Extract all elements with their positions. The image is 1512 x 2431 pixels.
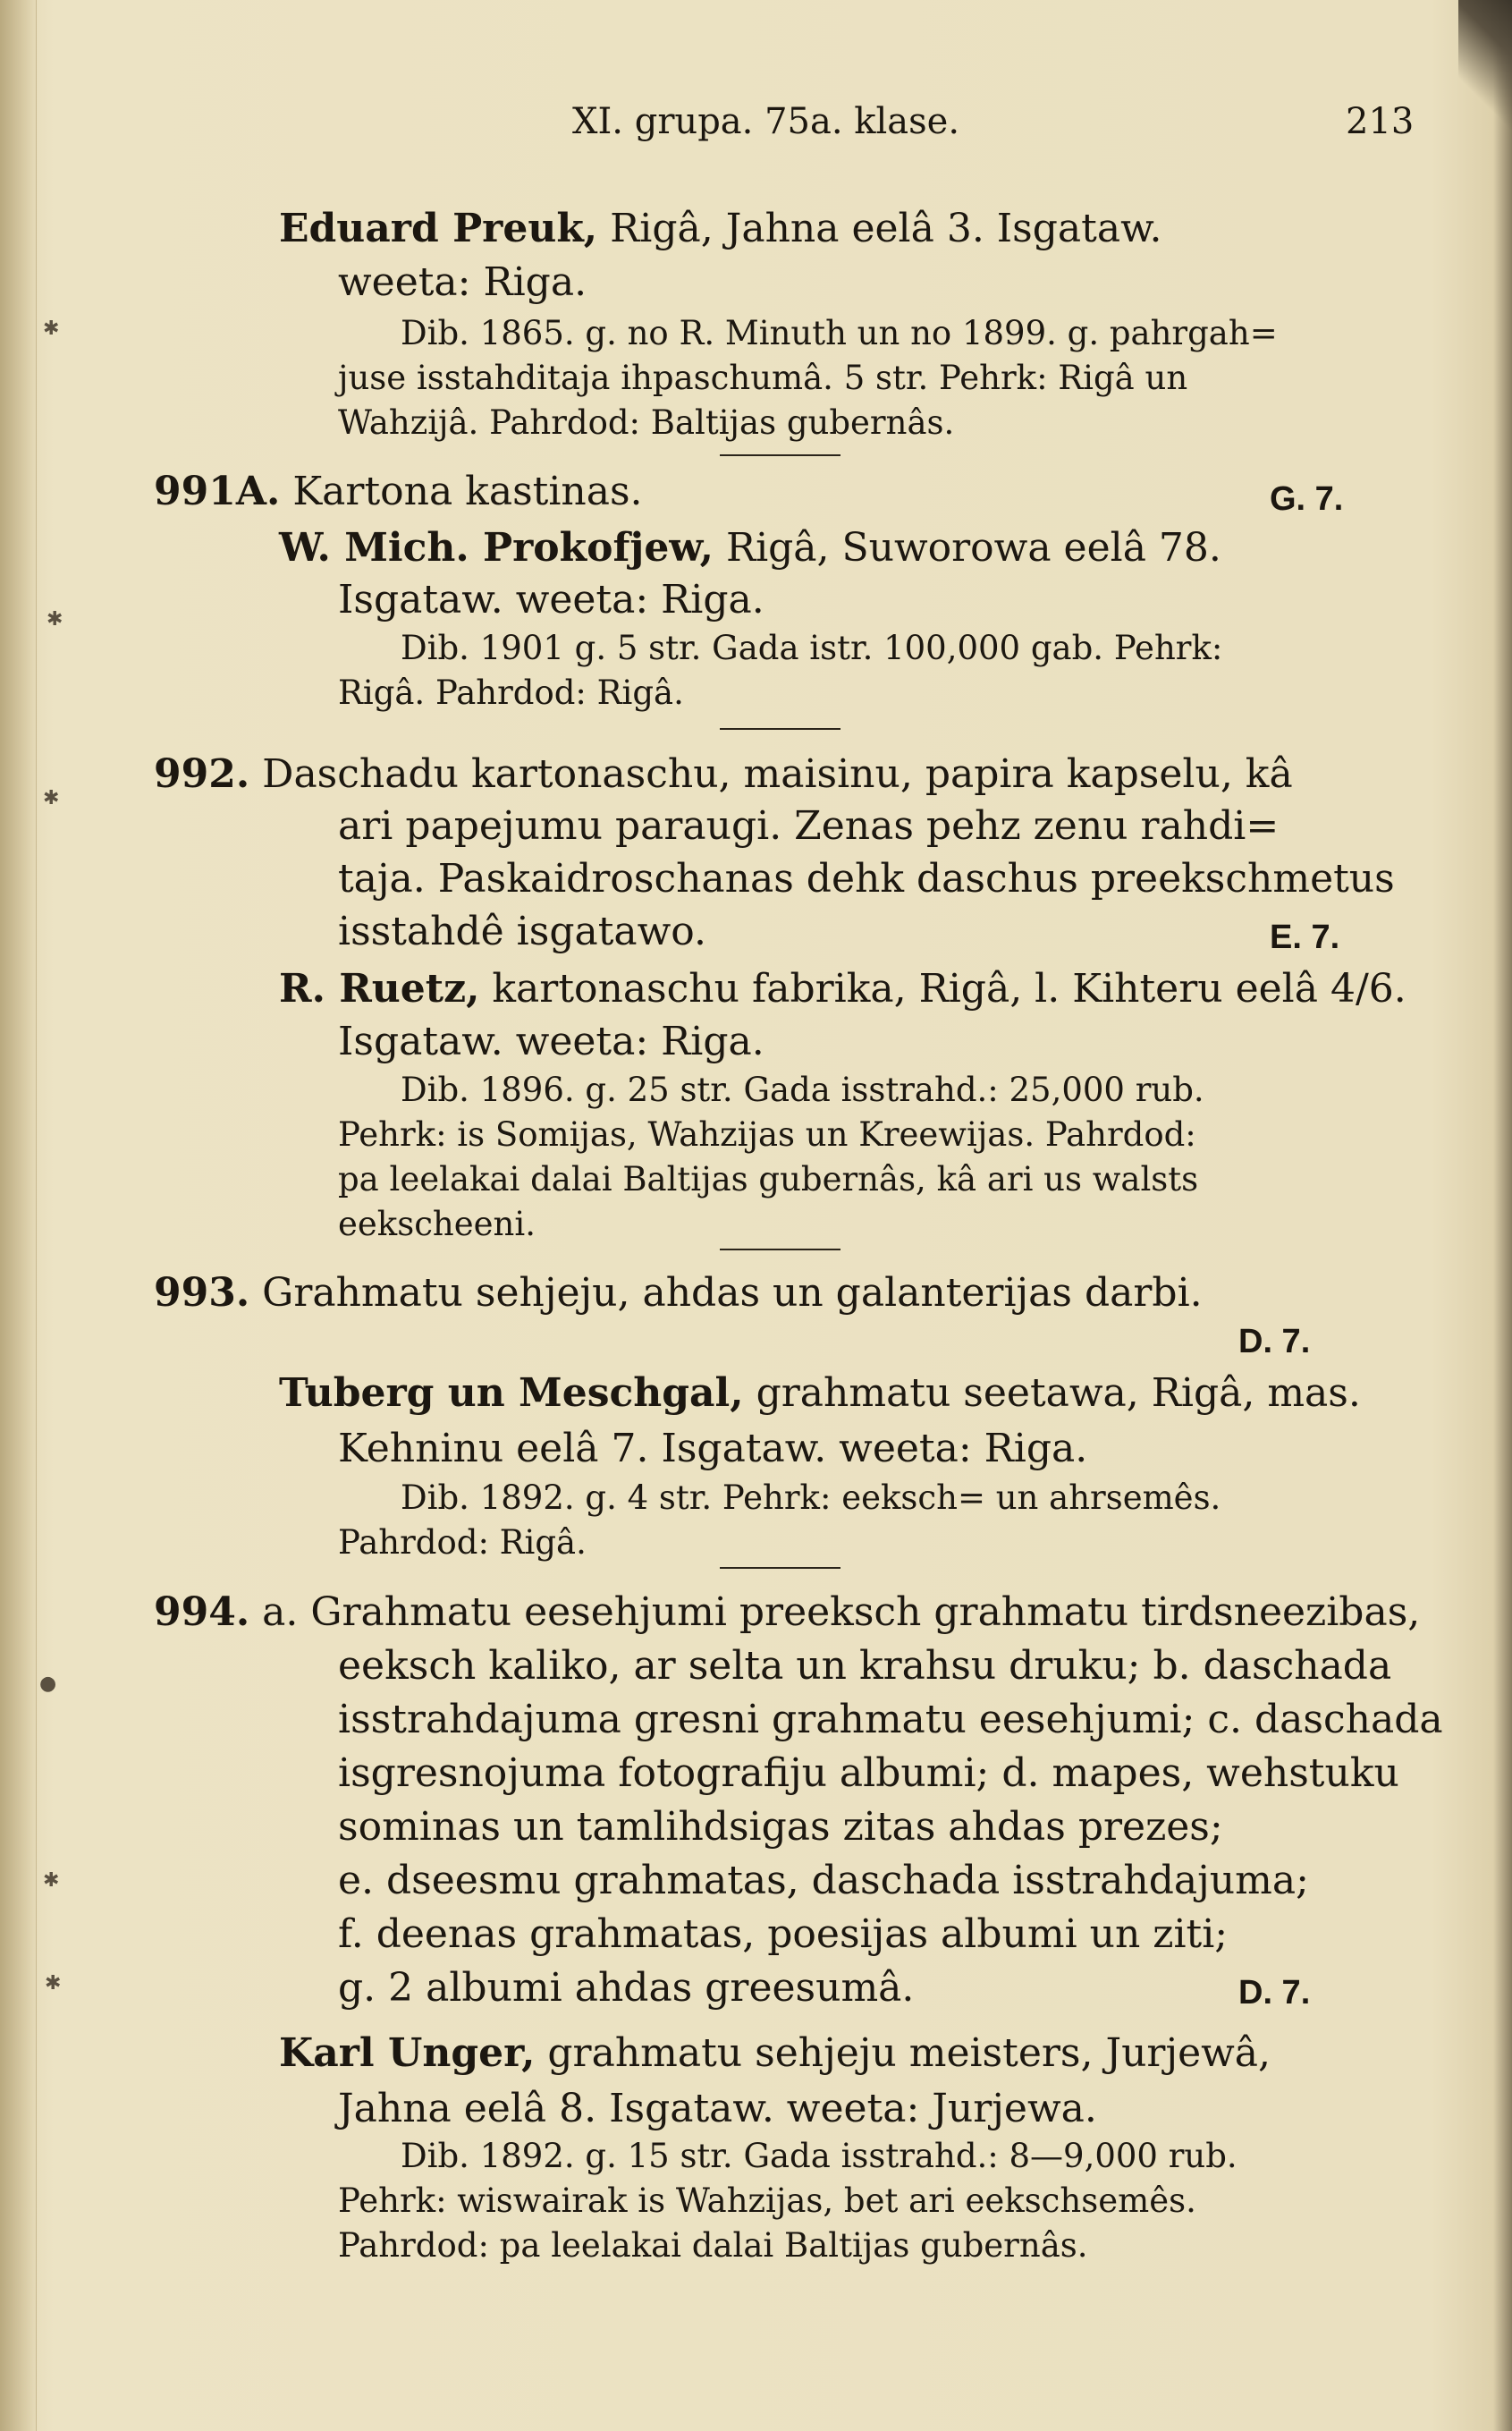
entry-title: e. dseesmu grahmatas, daschada isstrahdajuma; <box>338 1858 1309 1903</box>
class-tag: E. 7. <box>1270 919 1340 956</box>
entry-line: Isgataw. weeta: Riga. <box>338 1019 764 1064</box>
class-tag: D. 7. <box>1238 1974 1311 2012</box>
entry-line: Isgataw. weeta: Riga. <box>338 577 764 623</box>
entry-detail: Dib. 1892. g. 15 str. Gada isstrahd.: 8—9,000 rub. <box>401 2137 1237 2175</box>
exhibitor-name: Karl Unger, <box>279 2030 536 2076</box>
entry-title: sominas un tamlihdsigas zitas ahdas prezes; <box>338 1804 1223 1850</box>
entry-line: Kehninu eelâ 7. Isgataw. weeta: Riga. <box>338 1426 1088 1471</box>
margin-mark: ✱ <box>43 787 60 809</box>
book-binding <box>0 0 37 2431</box>
entry-title: f. deenas grahmatas, poesijas albumi un ziti; <box>338 1911 1229 1957</box>
entry-title: isstahdê isgatawo. <box>338 909 707 954</box>
page-corner-shadow <box>1458 0 1512 134</box>
entry-line <box>279 964 1406 1014</box>
entry-detail: Wahzijâ. Pahrdod: Baltijas gubernâs. <box>338 403 955 442</box>
class-tag: D. 7. <box>1238 1323 1311 1360</box>
entry-detail: Pehrk: wiswairak is Wahzijas, bet ari eekschsemês. <box>338 2181 1196 2220</box>
exhibitor-name: W. Mich. Prokofjew, <box>279 525 714 571</box>
running-header: XI. grupa. 75a. klase. <box>572 101 960 142</box>
entry-line <box>154 750 1293 800</box>
exhibitor-address: grahmatu seetawa, Rigâ, mas. <box>756 1370 1361 1416</box>
margin-mark: ✱ <box>43 318 60 340</box>
entry-detail: pa leelakai dalai Baltijas gubernâs, kâ ari us walsts <box>338 1160 1199 1199</box>
page-number: 213 <box>1346 101 1415 142</box>
entry-detail: juse isstahditaja ihpaschumâ. 5 str. Pehrk: Rigâ un <box>338 359 1188 397</box>
entry-detail: Pahrdod: Rigâ. <box>338 1523 587 1562</box>
entry-line <box>279 204 1162 254</box>
entry-detail: Rigâ. Pahrdod: Rigâ. <box>338 673 684 712</box>
exhibitor-name: R. Ruetz, <box>279 966 480 1012</box>
entry-title: ari papejumu paraugi. Zenas pehz zenu rahdi= <box>338 803 1280 849</box>
entry-number: 991A. <box>154 469 281 514</box>
entry-line: Jahna eelâ 8. Isgataw. weeta: Jurjewa. <box>338 2086 1097 2131</box>
entry-title: taja. Paskaidroschanas dehk daschus preekschmetus <box>338 856 1395 902</box>
entry-title: g. 2 albumi ahdas greesumâ. <box>338 1965 915 2011</box>
exhibitor-address: Rigâ, Jahna eelâ 3. Isgataw. <box>610 206 1162 251</box>
entry-title: isstrahdajuma gresni grahmatu eesehjumi; c. daschada <box>338 1697 1443 1742</box>
entry-detail: Dib. 1896. g. 25 str. Gada isstrahd.: 25,000 rub. <box>401 1071 1204 1109</box>
margin-mark: ✱ <box>46 608 63 631</box>
entry-title: Daschadu kartonaschu, maisinu, papira kapselu, kâ <box>262 751 1293 797</box>
entry-line <box>154 1268 1203 1318</box>
class-tag: G. 7. <box>1270 480 1344 518</box>
entry-title: Kartona kastinas. <box>292 469 643 514</box>
entry-line <box>279 1368 1361 1419</box>
separator-rule <box>720 454 840 456</box>
entry-title: a. Grahmatu eesehjumi preeksch grahmatu tirdsneezibas, <box>262 1589 1421 1635</box>
separator-rule <box>720 728 840 730</box>
exhibitor-name: Tuberg un Meschgal, <box>279 1370 744 1416</box>
entry-detail: eekscheeni. <box>338 1205 536 1243</box>
entry-detail: Dib. 1901 g. 5 str. Gada istr. 100,000 gab. Pehrk: <box>401 629 1223 667</box>
entry-title: isgresnojuma fotografiju albumi; d. mapes, wehstuku <box>338 1750 1399 1796</box>
exhibitor-address: Rigâ, Suworowa eelâ 78. <box>725 525 1221 571</box>
separator-rule <box>720 1567 840 1569</box>
margin-mark: ● <box>39 1673 57 1695</box>
entry-line <box>279 523 1221 573</box>
entry-line: weeta: Riga. <box>338 259 587 305</box>
entry-number: 994. <box>154 1589 250 1635</box>
entry-number: 993. <box>154 1270 250 1316</box>
entry-line <box>154 467 643 517</box>
exhibitor-address: grahmatu sehjeju meisters, Jurjewâ, <box>547 2030 1271 2076</box>
exhibitor-name: Eduard Preuk, <box>279 206 598 251</box>
entry-detail: Dib. 1865. g. no R. Minuth un no 1899. g. pahrgah= <box>401 314 1278 352</box>
entry-number: 992. <box>154 751 250 797</box>
entry-detail: Pehrk: is Somijas, Wahzijas un Kreewijas. Pahrdod: <box>338 1115 1196 1154</box>
entry-detail: Dib. 1892. g. 4 str. Pehrk: eeksch= un ahrsemês. <box>401 1478 1221 1517</box>
entry-line <box>279 2029 1271 2079</box>
exhibitor-address: kartonaschu fabrika, Rigâ, l. Kihteru eelâ 4/6. <box>492 966 1406 1012</box>
entry-detail: Pahrdod: pa leelakai dalai Baltijas gubernâs. <box>338 2226 1088 2265</box>
entry-title: eeksch kaliko, ar selta un krahsu druku; b. daschada <box>338 1643 1392 1689</box>
entry-title: Grahmatu sehjeju, ahdas un galanterijas darbi. <box>262 1270 1203 1316</box>
entry-line <box>154 1588 1420 1638</box>
separator-rule <box>720 1249 840 1250</box>
margin-mark: ✱ <box>43 1869 60 1892</box>
margin-mark: ✱ <box>45 1972 62 1995</box>
